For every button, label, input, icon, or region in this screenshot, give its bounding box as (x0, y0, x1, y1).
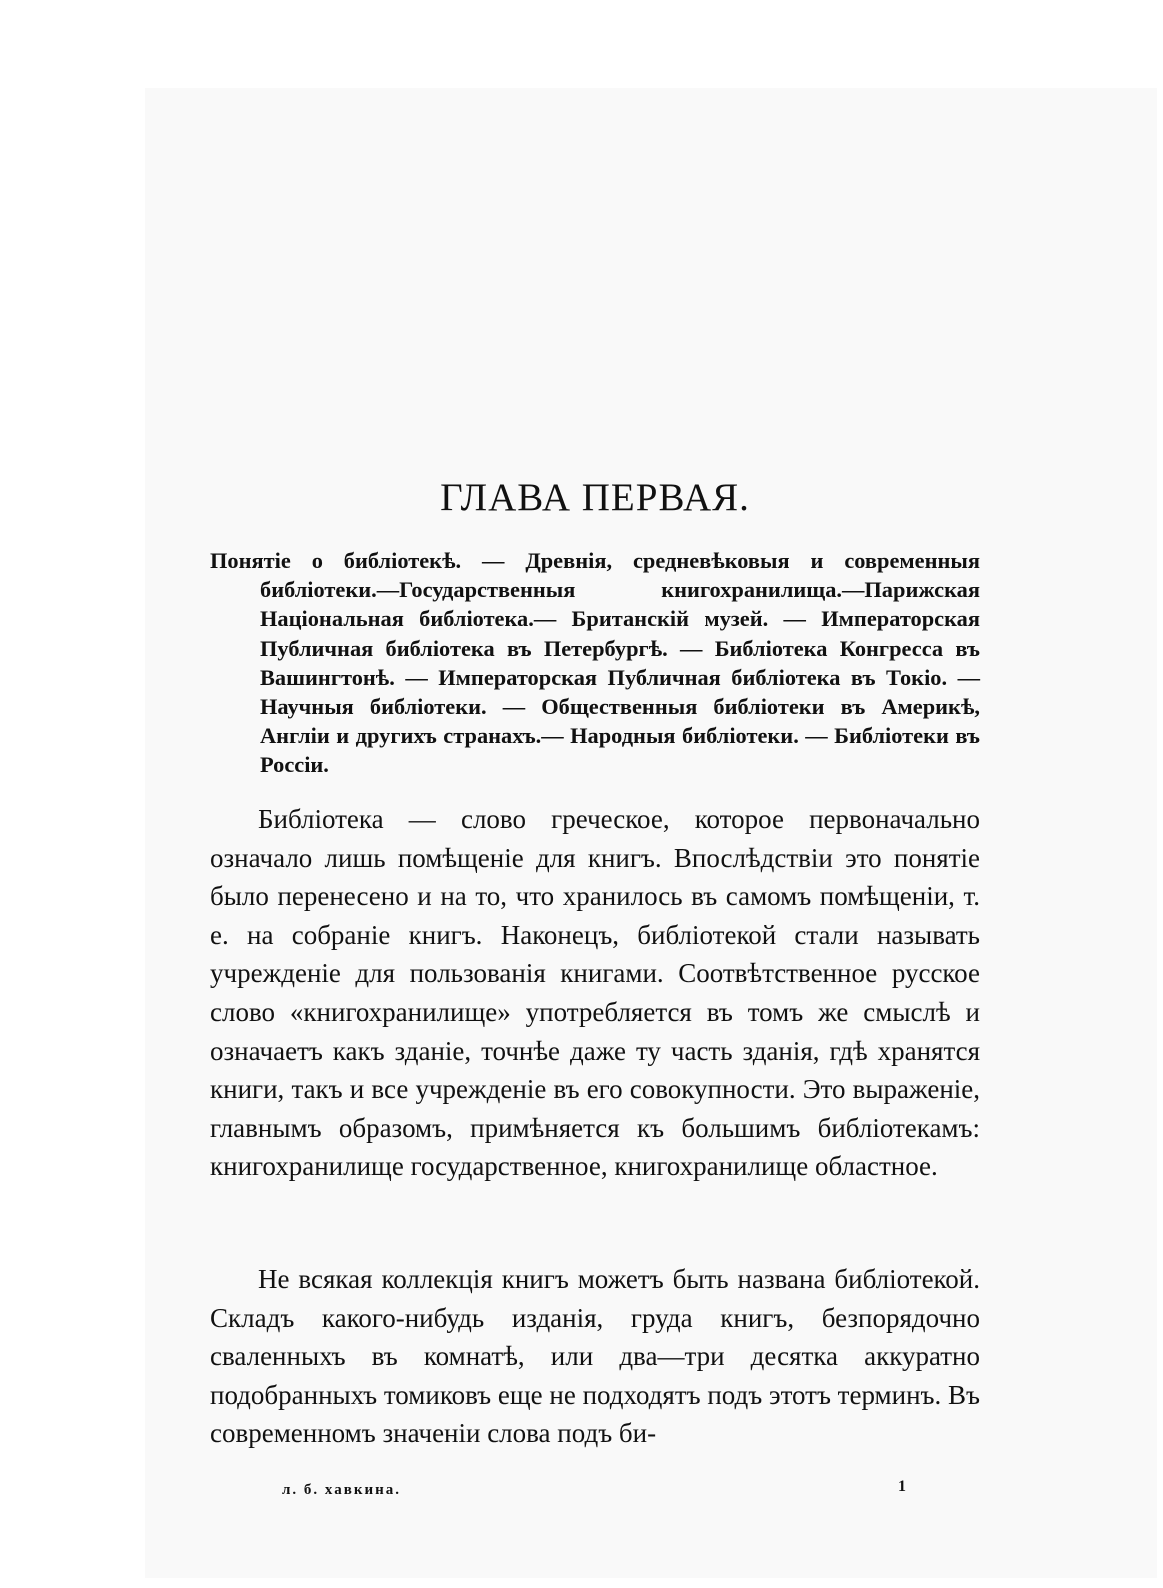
body-paragraph-2: Не всякая коллекція книгъ можетъ быть названа библіотекой. Складъ какого-нибудь изданія, груда книгъ, безпорядочно сваленныхъ въ комнатѣ, или два—три десятка аккуратно подобранныхъ томиковъ еще не подходятъ подъ этотъ терминъ. Въ современномъ значеніи слова подъ би- (210, 1264, 980, 1449)
chapter-summary: Понятіе о библіотекѣ. — Древнія, средневѣковыя и современныя библіотеки.—Государственныя книгохранилища.—Парижская Національная библіотека.— Британскій музей. — Императорская Публичная библіотека въ Петербургѣ. — Библіотека Конгресса въ Вашингтонѣ. — Императорская Публичная библіотека въ Токіо. — Научныя библіотеки. — Общественныя библіотеки въ Америкѣ, Англіи и другихъ странахъ.— Народныя библіотеки. — Библіотеки въ Россіи. (210, 548, 980, 778)
body-paragraph-1: Библіотека — слово греческое, которое первоначально означало лишь помѣщеніе для книгъ. Впослѣдствіи это понятіе было перенесено и на то, что хранилось въ самомъ помѣщеніи, т. е. на собраніе книгъ. Наконецъ, библіотекой стали называть учрежденіе для пользованія книгами. Соотвѣтственное русское слово «книгохранилище» употребляется въ томъ же смыслѣ и означаетъ какъ зданіе, точнѣе даже ту часть зданія, гдѣ хранятся книги, такъ и все учрежденіе въ его совокупности. Это выраженіе, главнымъ образомъ, примѣняется къ большимъ библіотекамъ: книгохранилище государственное, книгохранилище областное. (210, 804, 980, 1182)
footer-signature: л. б. хавкина. (282, 1482, 401, 1498)
page-number: 1 (898, 1478, 906, 1495)
chapter-title: ГЛАВА ПЕРВАЯ. (440, 476, 750, 519)
page-footer (210, 1478, 980, 1506)
